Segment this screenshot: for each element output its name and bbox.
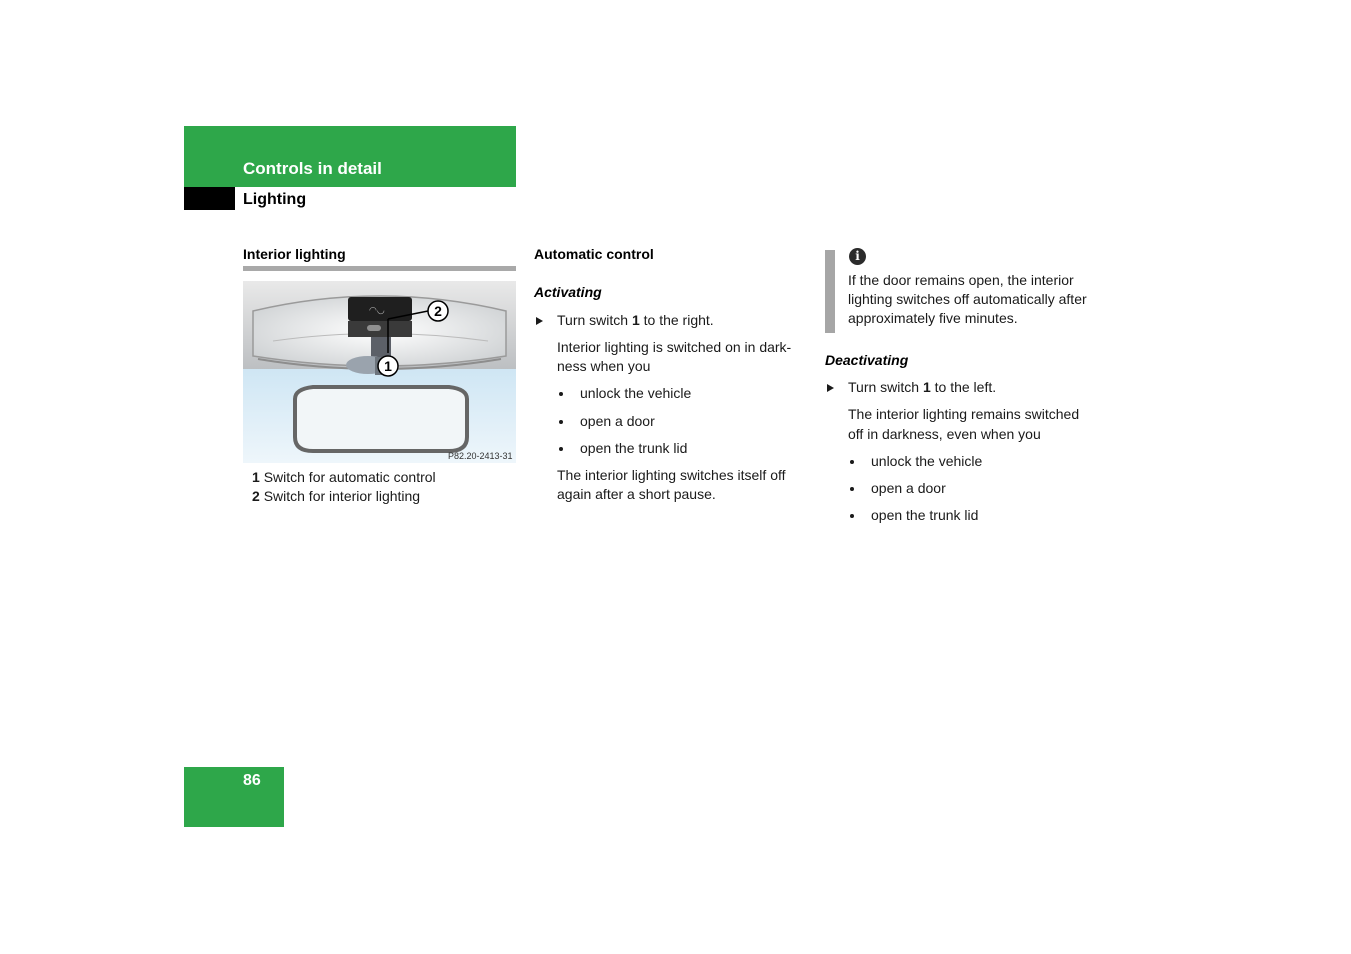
section-marker bbox=[184, 187, 235, 210]
chapter-title: Controls in detail bbox=[243, 159, 382, 178]
interior-lighting-heading: Interior lighting bbox=[243, 246, 346, 262]
legend-item: 2 Switch for interior lighting bbox=[252, 488, 421, 504]
list-item: open a door bbox=[871, 480, 946, 496]
info-text-line: approximately five minutes. bbox=[848, 310, 1018, 326]
deactivating-step: Turn switch 1 to the left. bbox=[848, 379, 997, 395]
bullet-icon bbox=[559, 420, 563, 424]
bullet-icon bbox=[850, 487, 854, 491]
bullet-icon bbox=[559, 392, 563, 396]
callout-one-label: 1 bbox=[384, 358, 392, 374]
deactivating-para-line: The interior lighting remains switched bbox=[848, 406, 1080, 422]
section-title: Lighting bbox=[243, 191, 307, 208]
list-item: open the trunk lid bbox=[871, 507, 979, 523]
legend-item: 1 Switch for automatic control bbox=[252, 469, 436, 485]
step-arrow-icon bbox=[827, 384, 834, 392]
deactivating-subheading: Deactivating bbox=[825, 352, 909, 368]
overhead-console-illustration bbox=[243, 281, 516, 463]
activating-note-line: The interior lighting switches itself off bbox=[557, 467, 786, 483]
list-item: open a door bbox=[580, 413, 655, 429]
page-number-box bbox=[184, 767, 284, 827]
activating-step: Turn switch 1 to the right. bbox=[557, 312, 714, 328]
bullet-icon bbox=[850, 514, 854, 518]
heading-rule bbox=[243, 266, 516, 271]
info-icon: i bbox=[849, 248, 866, 265]
automatic-control-heading: Automatic control bbox=[534, 246, 654, 262]
bullet-icon bbox=[559, 447, 563, 451]
callout-two-label: 2 bbox=[434, 303, 442, 319]
list-item: unlock the vehicle bbox=[580, 385, 692, 401]
activating-para-line: Interior lighting is switched on in dark- bbox=[557, 339, 792, 355]
list-item: unlock the vehicle bbox=[871, 453, 983, 469]
activating-note-line: again after a short pause. bbox=[557, 486, 716, 502]
step-arrow-icon bbox=[536, 317, 543, 325]
info-text-line: If the door remains open, the interior bbox=[848, 272, 1074, 288]
activating-para-line: ness when you bbox=[557, 358, 651, 374]
svg-text:◠◡: ◠◡ bbox=[369, 306, 385, 316]
info-sidebar bbox=[825, 250, 835, 333]
deactivating-para-line: off in darkness, even when you bbox=[848, 426, 1041, 442]
list-item: open the trunk lid bbox=[580, 440, 688, 456]
bullet-icon bbox=[850, 460, 854, 464]
page-number: 86 bbox=[243, 772, 261, 789]
info-text-line: lighting switches off automatically after bbox=[848, 291, 1087, 307]
image-code: P82.20-2413-31 bbox=[448, 451, 513, 461]
activating-subheading: Activating bbox=[534, 284, 602, 300]
